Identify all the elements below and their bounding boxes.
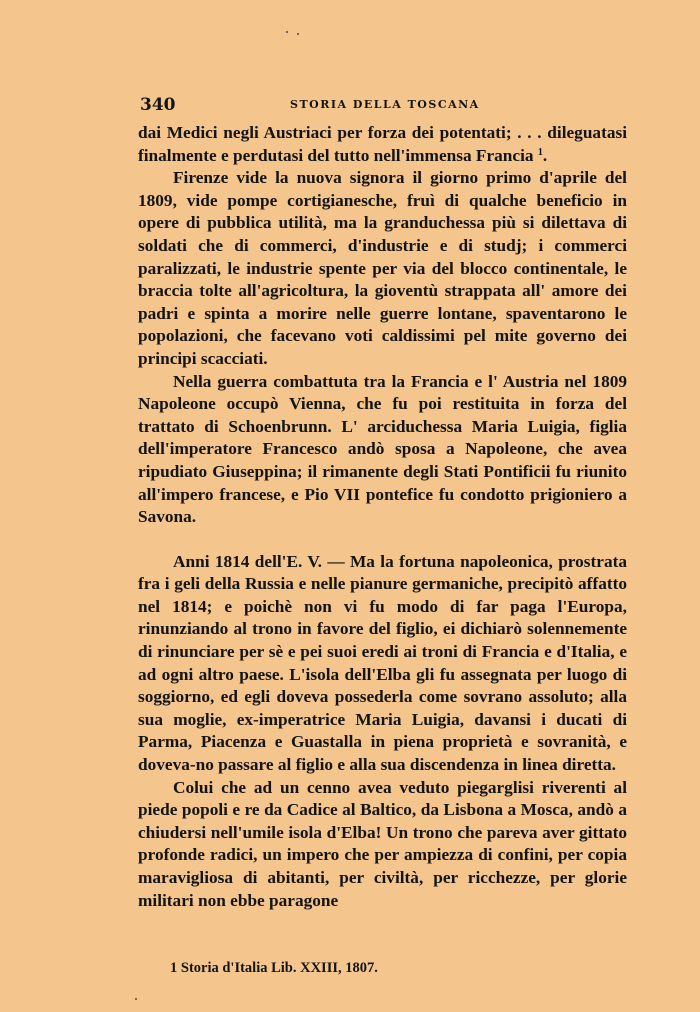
- paragraph-1: [138, 122, 627, 167]
- paragraph-1-end: .: [542, 145, 548, 165]
- paragraph-3: Nella guerra combattuta tra la Francia e l' Austria nel 1809 Napoleone occupò Vienna, che fu poi restituita in forza del trattato di Schoenbrunn. L' arciduchessa Maria Luigia, figlia dell'imperatore Francesco andò sposa a Napoleone, che avea ripudiato Giuseppina; il rimanente degli Stati Pontificii fu riunito all'impero francese, e Pio VII pontefice fu condotto prigioniero a Savona.: [138, 371, 627, 527]
- speck: [297, 33, 299, 35]
- footnote-marker: 1: [537, 146, 543, 158]
- paragraph-4: Anni 1814 dell'E. V. — Ma la fortuna napoleonica, prostrata fra i geli della Russia e nelle pianure germaniche, precipitò affatto nel 1814; e poichè non vi fu modo di far paga l'Europa, rinunziando al trono in favore del figlio, ei dichiarò solennemente di rinunciare per sè e pei suoi eredi ai troni di Francia e d'Italia, e ad ogni altro paese. L'isola dell'Elba gli fu assegnata per luogo di soggiorno, ed egli doveva possederla come sovrano assoluto; alla sua moglie, ex-imperatrice Maria Luigia, davansi i ducati di Parma, Piacenza e Guastalla in piena proprietà e sovranità, e doveva-no passare al figlio e alla sua discendenza in linea diretta.: [138, 551, 627, 775]
- footnote: 1 Storia d'Italia Lib. XXIII, 1807.: [170, 960, 378, 976]
- paragraph-2: Firenze vide la nuova signora il giorno primo d'aprile del 1809, vide pompe cortigianesche, fruì di qualche beneficio in opere di pubblica utilità, ma la granduchessa più si dilettava di soldati che di commerci, d'industrie e di studj; i commerci paralizzati, le industrie spente per via del blocco continentale, le braccia tolte all'agricoltura, la gioventù strappata all' amore dei padri e spinta a morire nelle guerre lontane, spaventarono le popolazioni, che facevano voti caldissimi pel mite governo dei principi scacciati.: [138, 168, 627, 368]
- paragraph-5: Colui che ad un cenno avea veduto piegarglisi riverenti al piede popoli e re da Cadice al Baltico, da Lisbona a Mosca, andò a chiudersi nell'umile isola d'Elba! Un trono che pareva aver gittato profonde radici, un impero che per ampiezza di confini, per copia maravigliosa di abitanti, per civiltà, per ricchezze, per glorie militari non ebbe paragone: [138, 777, 627, 910]
- speck: [135, 998, 137, 1000]
- running-title: STORIA DELLA TOSCANA: [290, 98, 480, 111]
- speck: [286, 31, 288, 33]
- paragraph-1-text: dai Medici negli Austriaci per forza dei potentati; . . . dileguatasi finalmente e perdutasi del tutto nell'immensa Francia: [138, 123, 627, 165]
- page-number: 340: [140, 95, 176, 115]
- body-text: [138, 122, 627, 912]
- page-header: [140, 95, 627, 117]
